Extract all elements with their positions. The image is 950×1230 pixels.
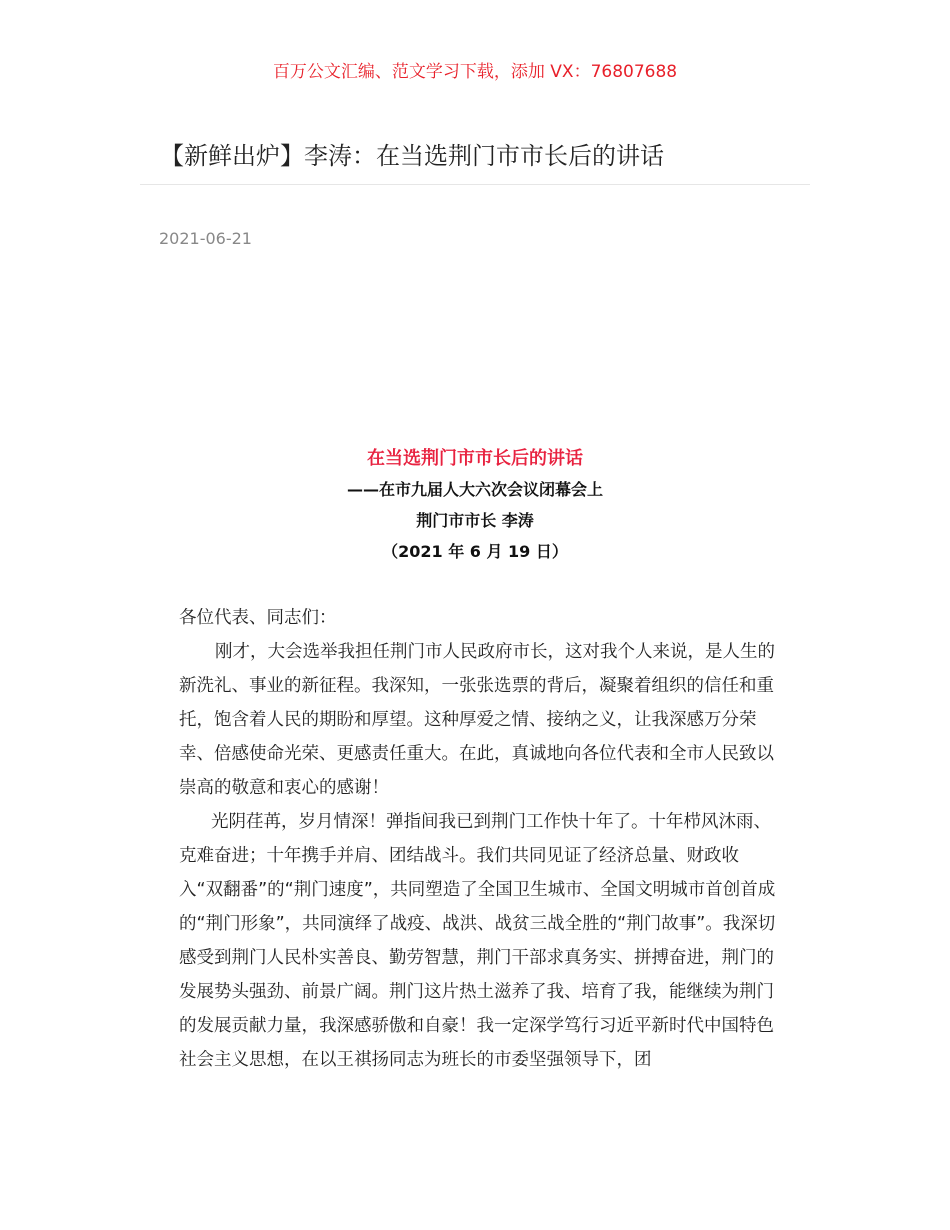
speech-occasion: ——在市九届人大六次会议闭幕会上 bbox=[346, 480, 603, 499]
speech-paragraph-2: 光阴荏苒，岁月情深！弹指间我已到荆门工作快十年了。十年栉风沐雨、克难奋进；十年携手并肩、团结战斗。我们共同见证了经济总量、财政收入“双翻番”的“荆门速度”，共同塑造了全国卫生城市、全国文明城市首创首成的“荆门形象”，共同演绎了战疫、战洪、战贫三战全胜的“荆门故事”。我深切感受到荆门人民朴实善良、勤劳智慧，荆门干部求真务实、拼搏奋进，荆门的发展势头强劲、前景广阔。荆门这片热土滋养了我、培育了我，能继续为荆门的发展贡献力量，我深感骄傲和自豪！我一定深学笃行习近平新时代中国特色社会主义思想，在以王祺扬同志为班长的市委坚强领导下，团 bbox=[179, 812, 776, 1070]
speech-paragraph-1: 刚才，大会选举我担任荆门市人民政府市长，这对我个人来说，是人生的新洗礼、事业的新征程。我深知，一张张选票的背后，凝聚着组织的信任和重托，饱含着人民的期盼和厚望。这种厚爱之情、接纳之义，让我深感万分荣幸、倍感使命光荣、更感责任重大。在此，真诚地向各位代表和全市人民致以崇高的敬意和衷心的感谢！ bbox=[179, 642, 775, 798]
speech-date: （2021 年 6 月 19 日） bbox=[382, 542, 568, 561]
promo-banner: 百万公文汇编、范文学习下载，添加 VX：76807688 bbox=[272, 62, 678, 82]
speech-greeting: 各位代表、同志们： bbox=[179, 608, 337, 628]
article-title: 【新鲜出炉】李涛：在当选荆门市市长后的讲话 bbox=[160, 142, 664, 170]
speech-body bbox=[179, 601, 779, 1077]
speech-speaker: 荆门市市长 李涛 bbox=[416, 511, 534, 530]
speech-heading-block bbox=[0, 444, 950, 567]
speech-title: 在当选荆门市市长后的讲话 bbox=[367, 448, 583, 469]
title-divider bbox=[140, 184, 810, 185]
publish-date: 2021-06-21 bbox=[159, 229, 252, 248]
